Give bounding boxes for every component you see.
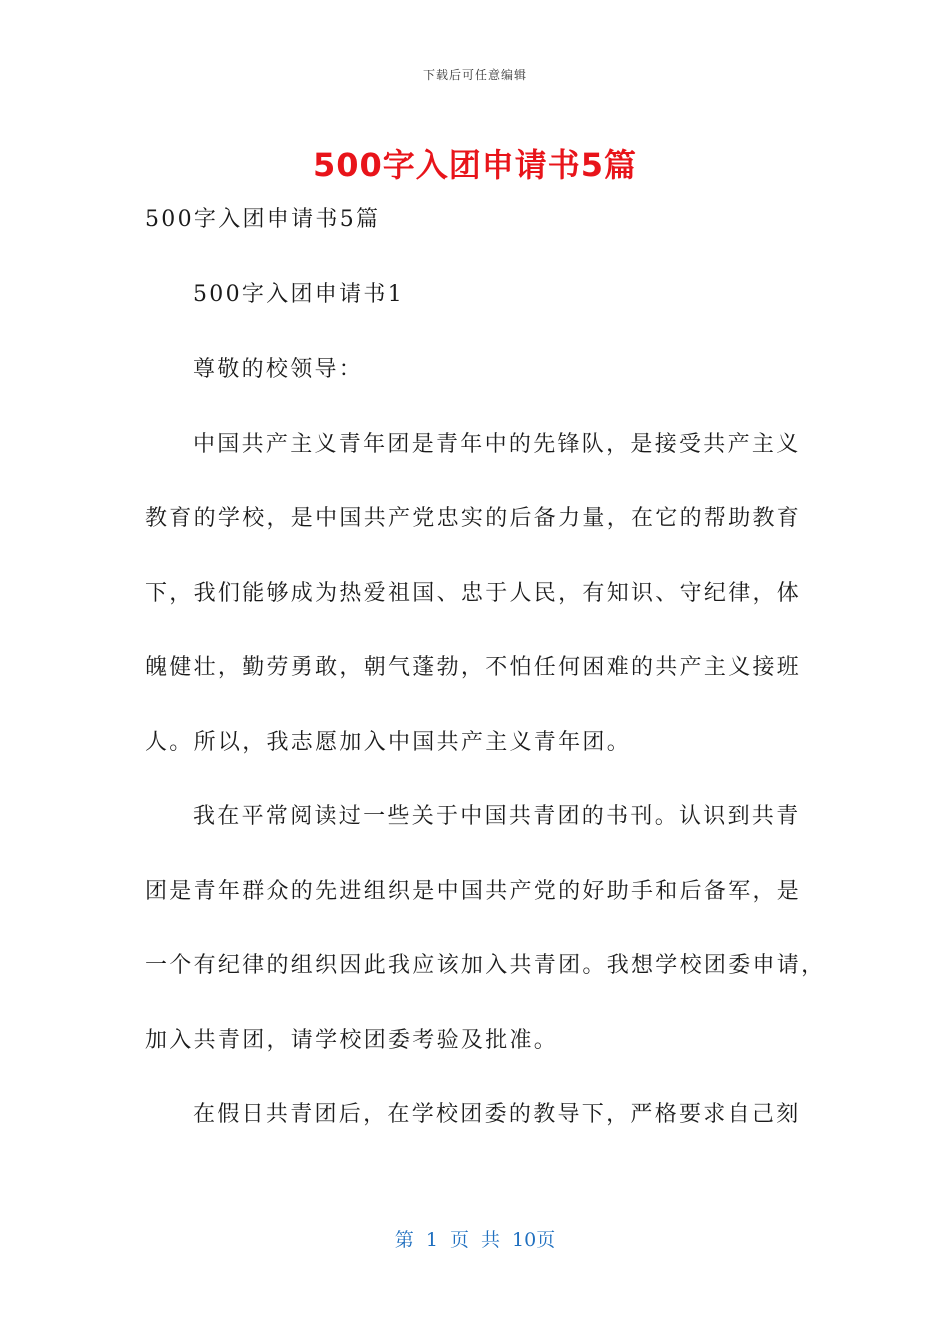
paragraph-line: 中国共产主义青年团是青年中的先锋队，是接受共产主义: [193, 432, 801, 457]
document-title: 500字入团申请书5篇: [312, 146, 638, 184]
paragraph-line: 加入共青团，请学校团委考验及批准。: [145, 1028, 559, 1053]
header-note: 下载后可任意编辑: [422, 68, 527, 82]
paragraph-line: 在假日共青团后，在学校团委的教导下，严格要求自己刻: [193, 1102, 801, 1127]
salutation-line: 尊敬的校领导：: [193, 357, 364, 382]
body-subtitle-line: 500字入团申请书5篇: [145, 207, 381, 232]
section-heading-line: 500字入团申请书1: [193, 282, 404, 307]
paragraph-line: 我在平常阅读过一些关于中国共青团的书刊。认识到共青: [193, 804, 801, 829]
paragraph-line: 团是青年群众的先进组织是中国共产党的好助手和后备军，是: [145, 879, 802, 904]
paragraph-line: 人。所以，我志愿加入中国共产主义青年团。: [145, 730, 632, 755]
paragraph-line: 教育的学校，是中国共产党忠实的后备力量，在它的帮助教育: [145, 506, 802, 531]
paragraph-line: 下，我们能够成为热爱祖国、忠于人民，有知识、守纪律，体: [145, 581, 802, 606]
page-number-footer: 第 1 页 共 10页: [394, 1229, 556, 1251]
paragraph-line: 一个有纪律的组织因此我应该加入共青团。我想学校团委申请，: [145, 953, 826, 978]
paragraph-line: 魄健壮，勤劳勇敢，朝气蓬勃，不怕任何困难的共产主义接班: [145, 655, 802, 680]
